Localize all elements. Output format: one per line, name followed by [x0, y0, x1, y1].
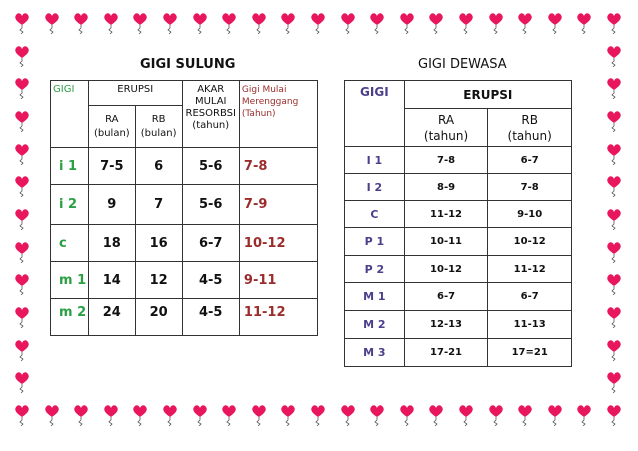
header-erupsi: ERUPSI [88, 81, 182, 106]
heart-balloon-icon [162, 12, 178, 34]
cell-ra: 9 [88, 185, 135, 225]
header-rb-line2: (tahun) [507, 128, 552, 143]
heart-balloon-icon [369, 12, 385, 34]
cell-ra: 12-13 [404, 311, 488, 339]
cell-renggang: 7-8 [239, 148, 317, 185]
heart-balloon-icon [14, 77, 30, 99]
cell-gigi: i 2 [51, 185, 89, 225]
header-renggang-line2: Merenggang [241, 97, 299, 107]
heart-balloon-icon [44, 12, 60, 34]
heart-balloon-icon [606, 208, 622, 230]
heart-balloon-icon [192, 12, 208, 34]
cell-ra: 7-5 [88, 148, 135, 185]
heart-balloon-icon [576, 404, 592, 426]
heart-balloon-icon [606, 306, 622, 328]
cell-ra: 6-7 [404, 283, 488, 311]
table-row [51, 262, 318, 299]
header-akar-line4: (tahun) [192, 120, 230, 131]
title-gigi-sulung: GIGI SULUNG [140, 57, 236, 72]
cell-rb: 16 [135, 225, 182, 262]
header-gigi: GIGI [345, 81, 405, 147]
heart-balloon-icon [14, 143, 30, 165]
cell-akar: 4-5 [182, 262, 239, 299]
heart-balloon-icon [14, 208, 30, 230]
cell-rb: 12 [135, 262, 182, 299]
heart-balloon-icon [606, 371, 622, 393]
table-gigi-sulung [50, 80, 318, 336]
cell-rb: 7-8 [488, 174, 572, 201]
heart-balloon-icon [399, 12, 415, 34]
heart-balloon-icon [458, 12, 474, 34]
header-akar-line3: RESORBSI [185, 108, 236, 119]
header-rb-bulan [135, 106, 182, 148]
heart-balloon-icon [162, 404, 178, 426]
cell-rb: 9-10 [488, 201, 572, 228]
cell-ra: 17-21 [404, 339, 488, 367]
heart-balloon-icon [606, 404, 622, 426]
heart-balloon-icon [280, 404, 296, 426]
cell-rb: 17=21 [488, 339, 572, 367]
heart-balloon-icon [606, 241, 622, 263]
cell-renggang: 11-12 [239, 299, 317, 336]
heart-balloon-icon [14, 12, 30, 34]
heart-balloon-icon [103, 404, 119, 426]
heart-balloon-icon [606, 12, 622, 34]
cell-gigi: P 2 [345, 256, 405, 283]
cell-gigi: c [51, 225, 89, 262]
cell-gigi: M 2 [345, 311, 405, 339]
heart-balloon-icon [14, 404, 30, 426]
cell-rb: 6 [135, 148, 182, 185]
cell-rb: 11-13 [488, 311, 572, 339]
table-row [345, 339, 572, 367]
heart-balloon-icon [132, 404, 148, 426]
cell-gigi: M 1 [345, 283, 405, 311]
heart-balloon-icon [340, 404, 356, 426]
cell-renggang: 7-9 [239, 185, 317, 225]
header-renggang-line1: Gigi Mulai [241, 85, 287, 95]
heart-balloon-icon [14, 175, 30, 197]
header-rb-line1: RB [151, 113, 166, 125]
heart-balloon-icon [280, 12, 296, 34]
table-row [51, 148, 318, 185]
heart-balloon-icon [488, 12, 504, 34]
table-gigi-dewasa [344, 80, 572, 367]
cell-ra: 10-11 [404, 228, 488, 256]
header-rb-tahun [488, 109, 572, 147]
heart-balloon-icon [73, 404, 89, 426]
cell-rb: 7 [135, 185, 182, 225]
heart-balloon-icon [310, 12, 326, 34]
cell-akar: 6-7 [182, 225, 239, 262]
heart-balloon-icon [192, 404, 208, 426]
cell-gigi: m 1 [51, 262, 89, 299]
header-rb-line2: (bulan) [140, 127, 177, 139]
heart-balloon-icon [606, 45, 622, 67]
cell-gigi: I 1 [345, 147, 405, 174]
table-row [345, 201, 572, 228]
heart-balloon-icon [251, 404, 267, 426]
cell-akar: 5-6 [182, 185, 239, 225]
header-ra-tahun [404, 109, 488, 147]
header-ra-line2: (tahun) [423, 128, 469, 143]
cell-gigi: I 2 [345, 174, 405, 201]
heart-balloon-icon [606, 110, 622, 132]
cell-rb: 10-12 [488, 228, 572, 256]
table-row [345, 283, 572, 311]
cell-ra: 10-12 [404, 256, 488, 283]
header-akar-line2: MULAI [194, 96, 227, 107]
cell-gigi: m 2 [51, 299, 89, 336]
header-gigi-mulai-merenggang [239, 81, 317, 148]
table-row [51, 185, 318, 225]
header-ra-line2: (bulan) [93, 127, 130, 139]
header-rb-line1: RB [521, 112, 538, 127]
cell-ra: 14 [88, 262, 135, 299]
cell-renggang: 9-11 [239, 262, 317, 299]
cell-rb: 6-7 [488, 283, 572, 311]
heart-balloon-icon [14, 306, 30, 328]
cell-rb: 6-7 [488, 147, 572, 174]
heart-balloon-icon [547, 404, 563, 426]
heart-balloon-icon [606, 143, 622, 165]
cell-gigi: C [345, 201, 405, 228]
heart-balloon-icon [606, 175, 622, 197]
heart-balloon-icon [517, 404, 533, 426]
cell-gigi: P 1 [345, 228, 405, 256]
title-gigi-dewasa: GIGI DEWASA [418, 57, 507, 72]
heart-balloon-icon [14, 339, 30, 361]
cell-ra: 7-8 [404, 147, 488, 174]
header-ra-bulan [88, 106, 135, 148]
cell-akar: 4-5 [182, 299, 239, 336]
heart-balloon-icon [221, 12, 237, 34]
cell-gigi: M 3 [345, 339, 405, 367]
heart-balloon-icon [132, 12, 148, 34]
header-ra-line1: RA [105, 113, 119, 125]
heart-balloon-icon [340, 12, 356, 34]
cell-rb: 11-12 [488, 256, 572, 283]
heart-balloon-icon [428, 404, 444, 426]
table-row [345, 174, 572, 201]
heart-balloon-icon [14, 241, 30, 263]
heart-balloon-icon [14, 45, 30, 67]
cell-ra: 11-12 [404, 201, 488, 228]
table-row [345, 228, 572, 256]
heart-balloon-icon [221, 404, 237, 426]
cell-ra: 24 [88, 299, 135, 336]
cell-ra: 18 [88, 225, 135, 262]
heart-balloon-icon [576, 12, 592, 34]
heart-balloon-icon [14, 371, 30, 393]
cell-rb: 20 [135, 299, 182, 336]
cell-akar: 5-6 [182, 148, 239, 185]
heart-balloon-icon [606, 77, 622, 99]
header-renggang-line3: (Tahun) [241, 109, 276, 119]
heart-balloon-icon [44, 404, 60, 426]
heart-balloon-icon [428, 12, 444, 34]
header-akar-line1: AKAR [197, 84, 225, 95]
heart-balloon-icon [310, 404, 326, 426]
header-gigi: GIGI [51, 81, 89, 148]
table-row [51, 299, 318, 336]
heart-balloon-icon [399, 404, 415, 426]
heart-balloon-icon [73, 12, 89, 34]
heart-balloon-icon [547, 12, 563, 34]
table-row [345, 147, 572, 174]
header-ra-line1: RA [437, 112, 455, 127]
heart-balloon-icon [606, 273, 622, 295]
heart-balloon-icon [14, 110, 30, 132]
table-row [345, 311, 572, 339]
cell-renggang: 10-12 [239, 225, 317, 262]
heart-balloon-icon [606, 339, 622, 361]
heart-balloon-icon [369, 404, 385, 426]
table-row [345, 256, 572, 283]
heart-balloon-icon [458, 404, 474, 426]
header-akar-mulai-resorbsi [182, 81, 239, 148]
heart-balloon-icon [517, 12, 533, 34]
heart-balloon-icon [251, 12, 267, 34]
cell-ra: 8-9 [404, 174, 488, 201]
cell-gigi: i 1 [51, 148, 89, 185]
table-row [51, 225, 318, 262]
heart-balloon-icon [488, 404, 504, 426]
heart-balloon-icon [103, 12, 119, 34]
header-erupsi: ERUPSI [404, 81, 571, 109]
heart-balloon-icon [14, 273, 30, 295]
